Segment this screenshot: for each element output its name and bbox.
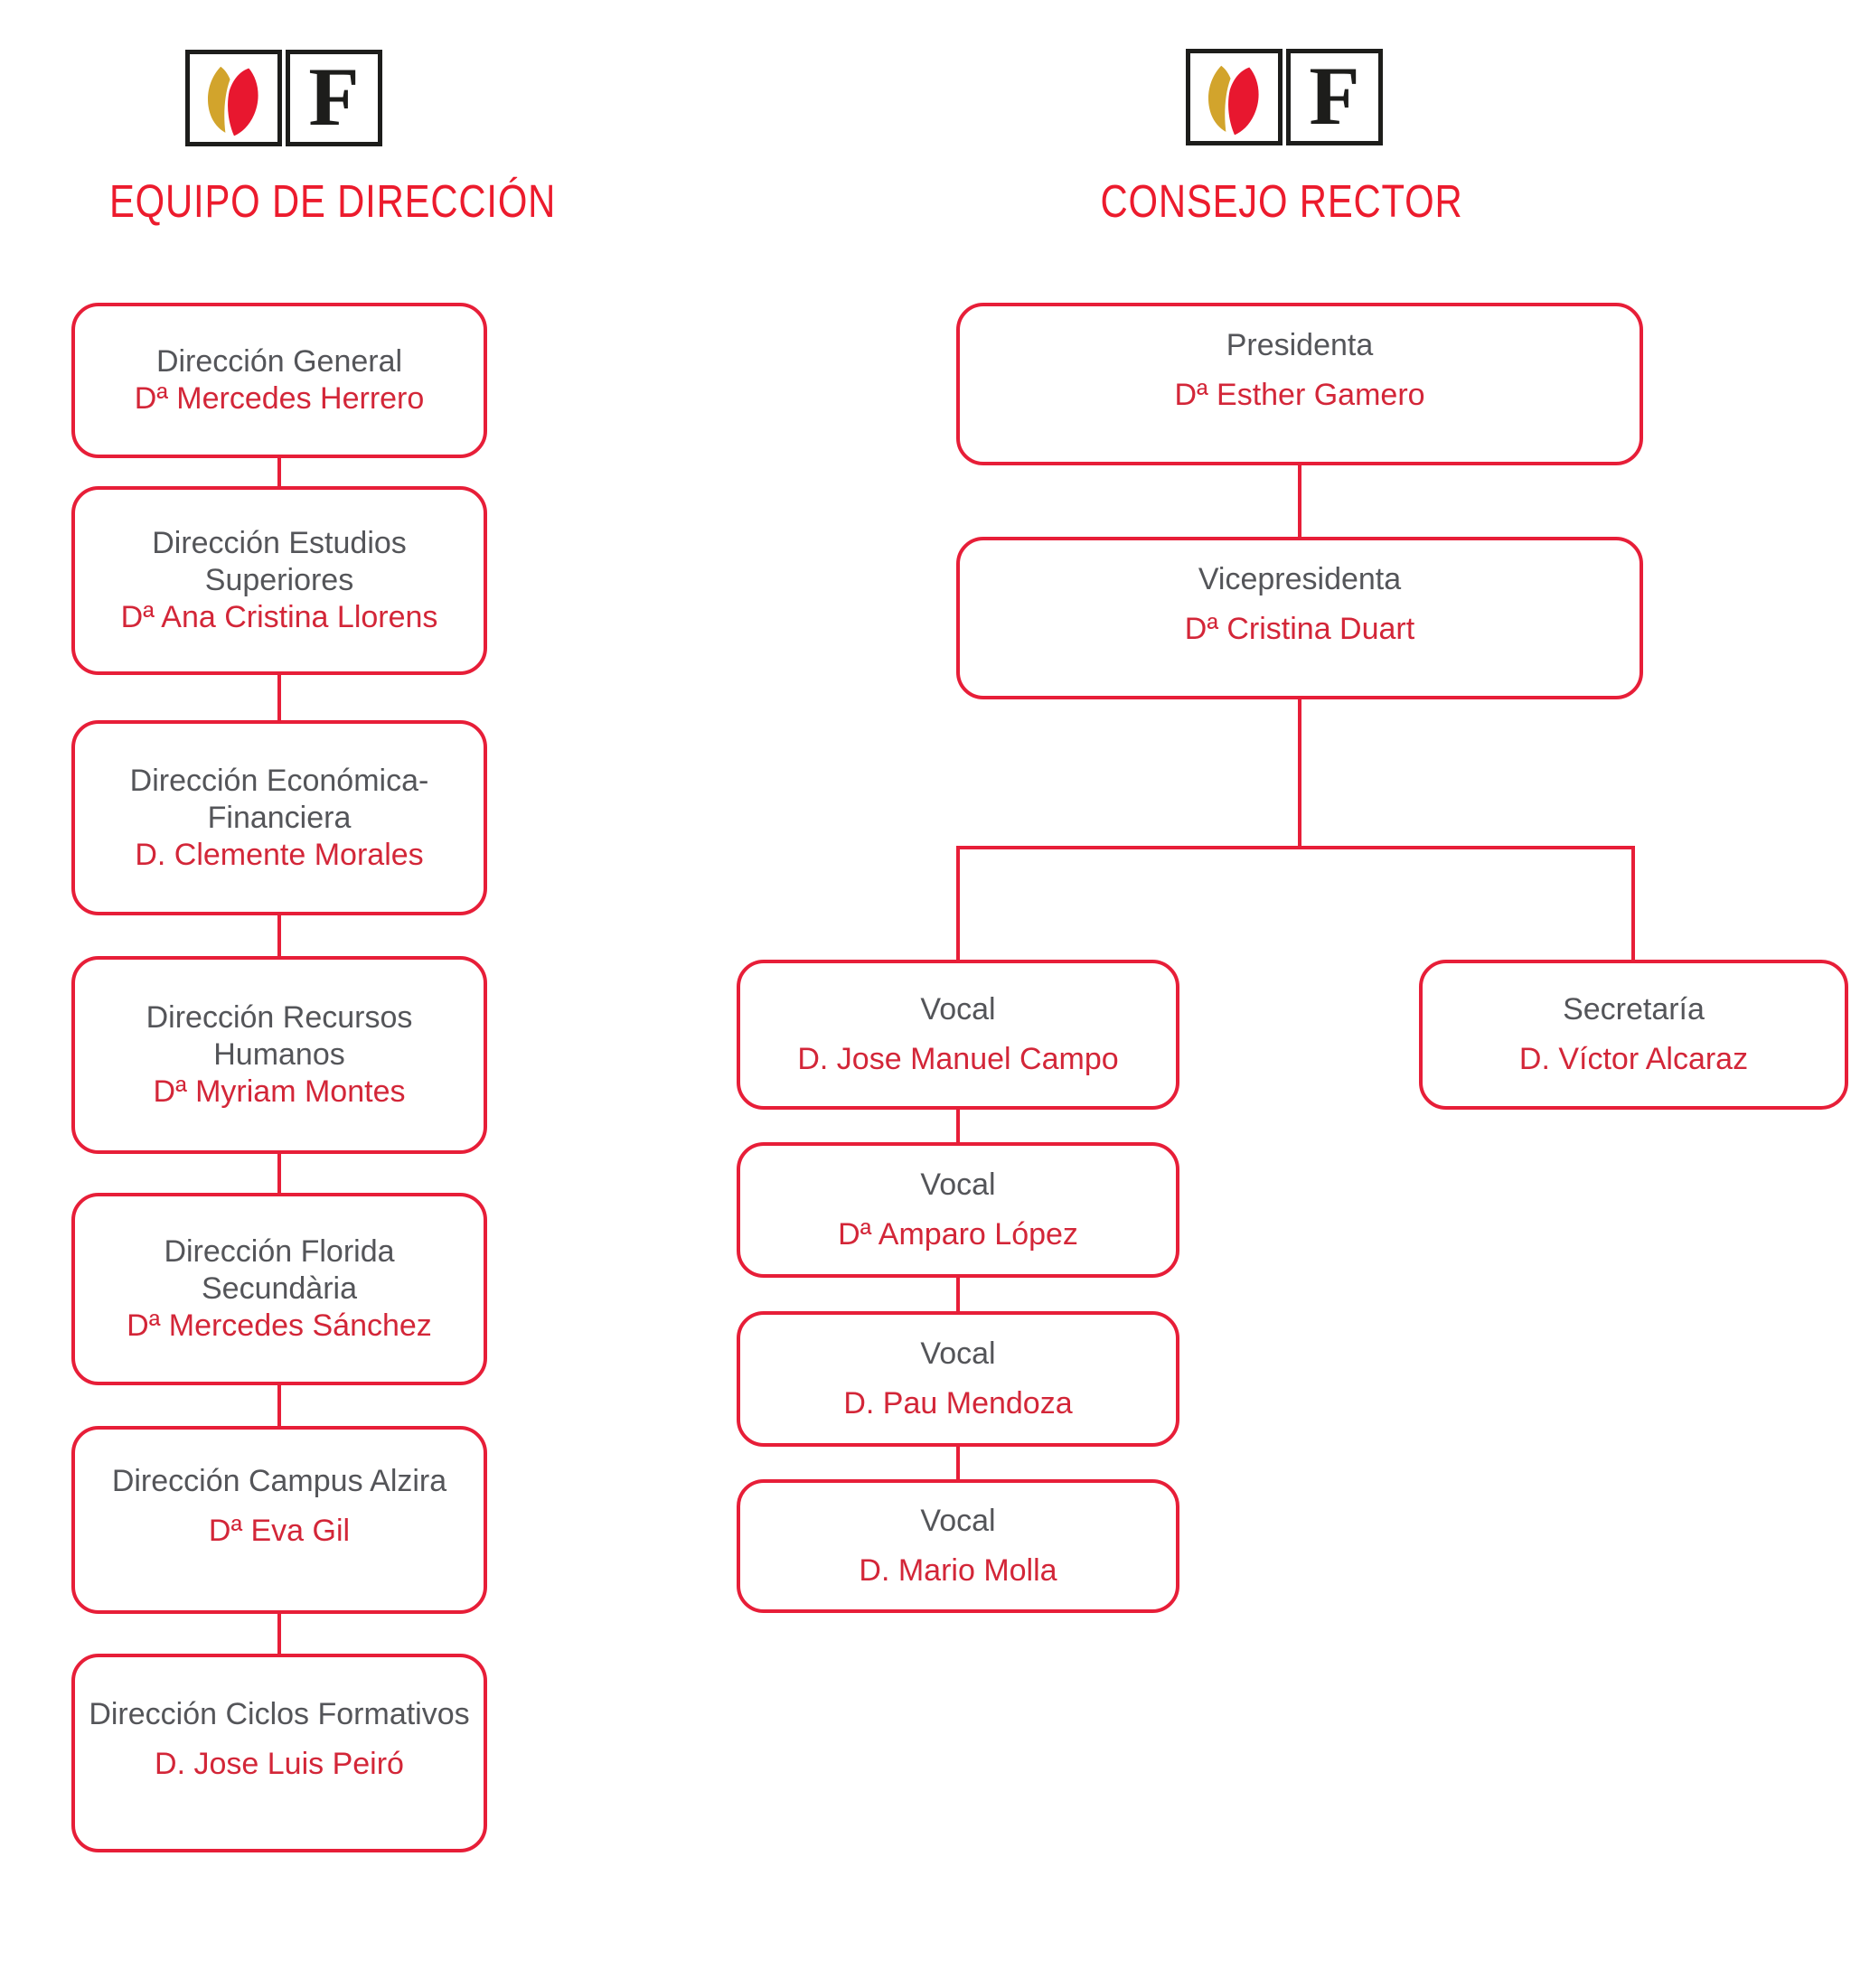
person-name: D. Pau Mendoza <box>843 1386 1073 1421</box>
node-direccion-campus-alzira <box>71 1426 487 1614</box>
node-vocal-pau-mendoza <box>737 1311 1179 1447</box>
person-name: D. Jose Luis Peiró <box>155 1747 404 1781</box>
florida-petals-icon <box>1201 58 1268 137</box>
connector-line <box>956 846 960 960</box>
node-direccion-general <box>71 303 487 458</box>
person-name: Dª Eva Gil <box>208 1514 351 1548</box>
role-label: Humanos <box>213 1037 345 1072</box>
role-label: Vocal <box>920 1504 996 1538</box>
connector-line <box>956 1447 960 1479</box>
connector-line <box>277 1385 281 1426</box>
role-label: Vicepresidenta <box>1198 562 1402 596</box>
role-label: Financiera <box>207 800 352 835</box>
connector-line <box>277 1614 281 1654</box>
node-direccion-recursos-humanos <box>71 956 487 1154</box>
role-label: Superiores <box>204 563 354 597</box>
person-name: D. Clemente Morales <box>135 837 424 872</box>
logo-letter-f: F <box>1309 49 1360 142</box>
role-label: Dirección Ciclos Formativos <box>89 1697 470 1731</box>
person-name: Dª Mercedes Herrero <box>134 381 425 416</box>
node-secretaria <box>1419 960 1848 1110</box>
person-name: Dª Myriam Montes <box>153 1074 406 1109</box>
node-direccion-ciclos-formativos <box>71 1654 487 1852</box>
florida-logo-right <box>1186 49 1383 145</box>
role-label: Dirección Estudios <box>152 526 407 560</box>
person-name: D. Mario Molla <box>859 1553 1057 1588</box>
person-name: Dª Amparo López <box>838 1217 1078 1252</box>
role-label: Vocal <box>920 992 996 1027</box>
connector-line <box>956 1278 960 1311</box>
role-label: Vocal <box>920 1167 996 1202</box>
role-label: Dirección Florida <box>164 1234 395 1269</box>
logo-petal-square <box>185 50 282 146</box>
role-label: Dirección Recursos <box>146 1000 413 1035</box>
node-presidenta <box>956 303 1643 465</box>
person-name: Dª Mercedes Sánchez <box>127 1308 432 1343</box>
connector-line <box>1298 465 1301 537</box>
node-direccion-economica-financiera <box>71 720 487 915</box>
logo-letter-f: F <box>308 50 360 143</box>
role-label: Vocal <box>920 1336 996 1371</box>
logo-petal-square <box>1186 49 1283 145</box>
node-direccion-florida-secundaria <box>71 1193 487 1385</box>
florida-logo-left <box>185 50 382 146</box>
node-direccion-estudios-superiores <box>71 486 487 675</box>
node-vocal-mario-molla <box>737 1479 1179 1613</box>
node-vicepresidenta <box>956 537 1643 699</box>
role-label: Dirección Campus Alzira <box>111 1464 447 1498</box>
role-label: Dirección General <box>155 344 403 379</box>
left-chart-title: EQUIPO DE DIRECCIÓN <box>108 175 557 227</box>
connector-line <box>956 846 1635 849</box>
node-vocal-jose-manuel-campo <box>737 960 1179 1110</box>
connector-line <box>1298 699 1301 848</box>
role-label: Presidenta <box>1226 328 1374 362</box>
logo-letter-square <box>286 50 382 146</box>
right-chart-title: CONSEJO RECTOR <box>1100 175 1463 227</box>
role-label: Secretaría <box>1563 992 1705 1027</box>
florida-petals-icon <box>201 59 268 138</box>
person-name: Dª Ana Cristina Llorens <box>120 600 438 634</box>
person-name: D. Víctor Alcaraz <box>1518 1042 1749 1076</box>
person-name: D. Jose Manuel Campo <box>797 1042 1119 1076</box>
connector-line <box>277 675 281 720</box>
connector-line <box>277 1154 281 1193</box>
person-name: Dª Esther Gamero <box>1174 378 1425 412</box>
node-vocal-amparo-lopez <box>737 1142 1179 1278</box>
logo-letter-square <box>1286 49 1383 145</box>
connector-line <box>956 1110 960 1142</box>
role-label: Dirección Económica- <box>129 763 429 798</box>
connector-line <box>1631 846 1635 960</box>
role-label: Secundària <box>201 1271 357 1306</box>
connector-line <box>277 458 281 486</box>
person-name: Dª Cristina Duart <box>1184 612 1415 646</box>
connector-line <box>277 915 281 956</box>
